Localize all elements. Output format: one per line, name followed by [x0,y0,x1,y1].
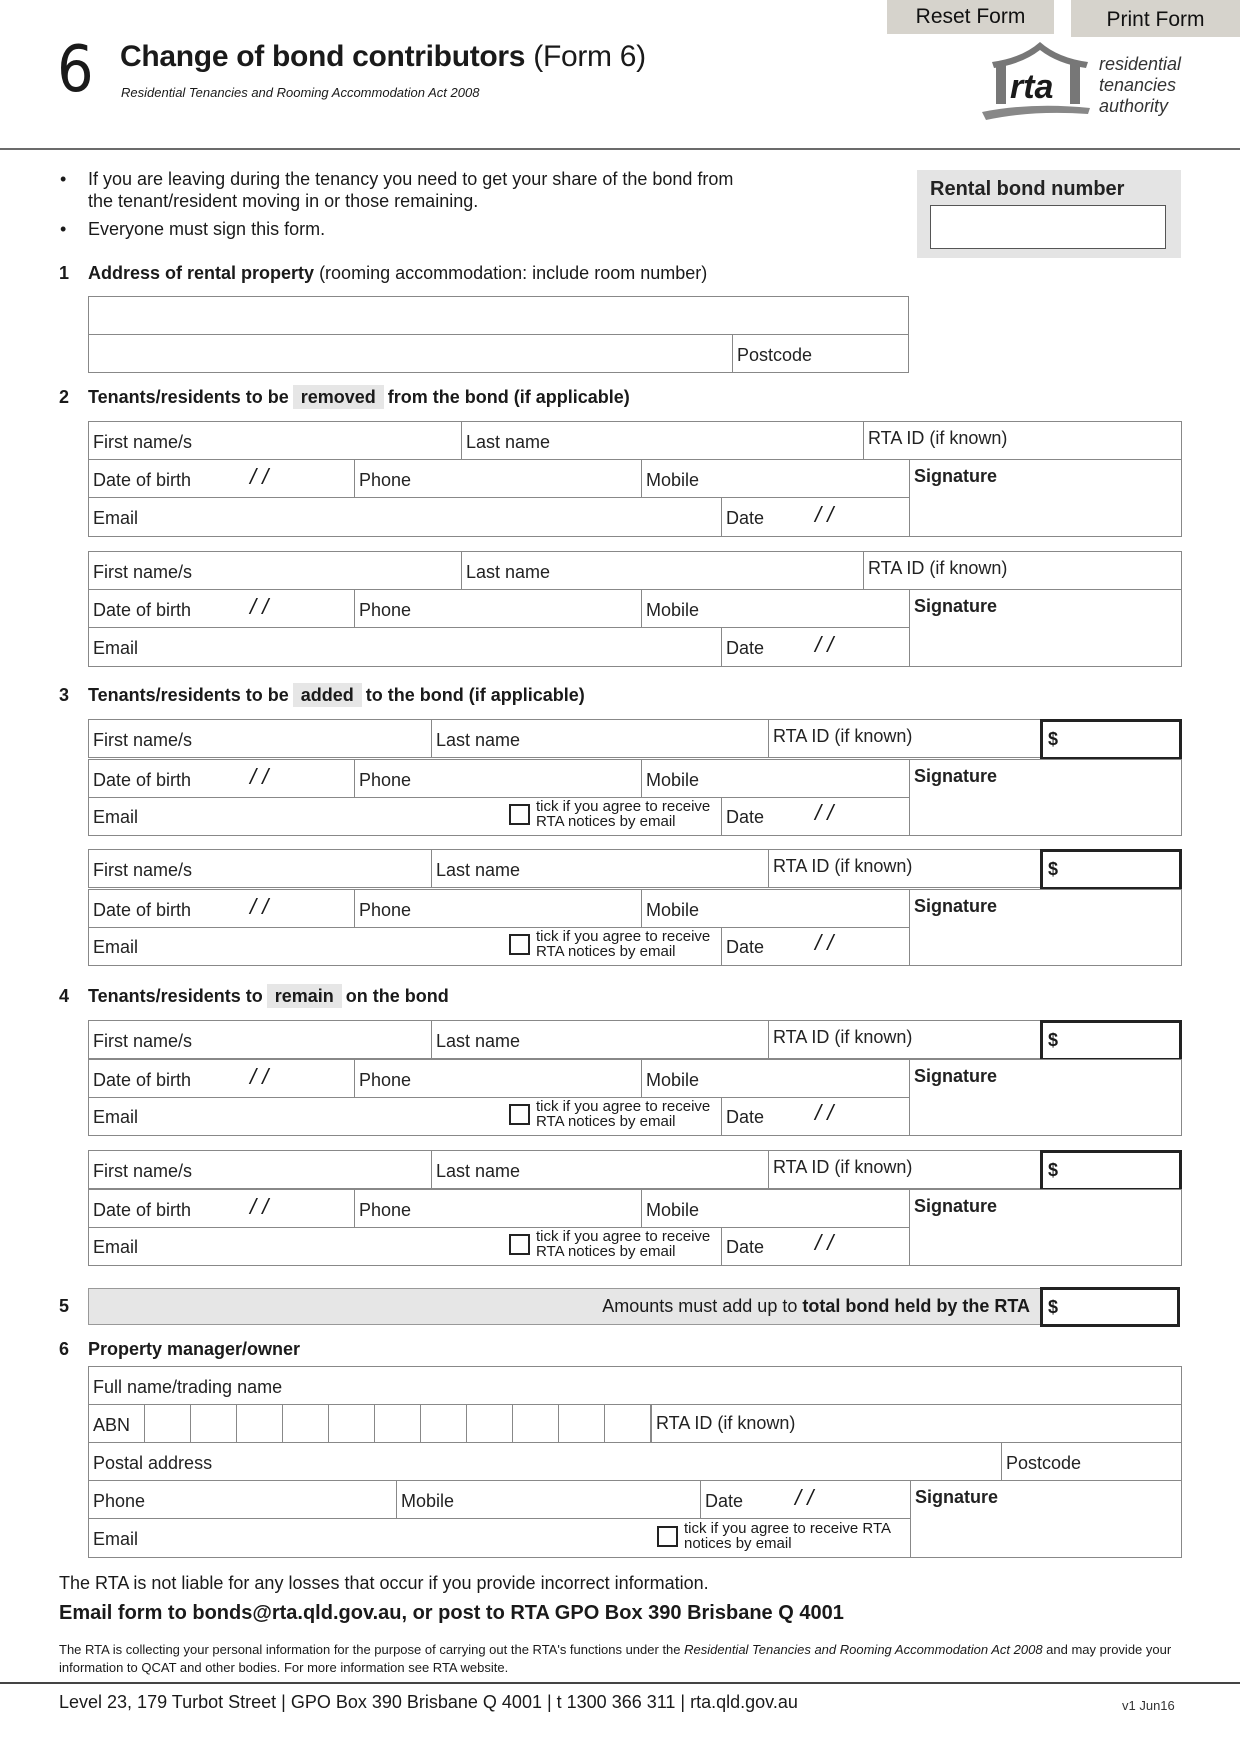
last-name-input[interactable]: Last name [431,719,769,758]
manager-email-input[interactable]: Email [88,1518,911,1558]
checkbox-icon[interactable] [509,1104,530,1125]
address-line-2-input[interactable] [88,334,733,373]
bond-amount-input[interactable]: $ [1040,719,1182,760]
date-input[interactable]: Date [721,1097,910,1136]
abn-digit-input[interactable] [604,1404,651,1443]
abn-digit-input[interactable] [420,1404,467,1443]
email-input[interactable]: Email [88,927,722,966]
email-notice-checkbox[interactable] [509,1099,710,1129]
signature-field[interactable]: Signature [909,759,1182,836]
abn-digit-boxes [144,1404,651,1443]
dob-slashes: / / [250,594,269,619]
section-title-end: to the bond (if applicable) [365,685,585,705]
date-of-birth-input[interactable]: Date of birth [88,889,355,928]
rta-id-input[interactable]: RTA ID (if known) [863,421,1182,460]
submission-instructions: Email form to bonds@rta.qld.gov.au, or post to RTA GPO Box 390 Brisbane Q 4001 [59,1602,844,1624]
bond-amount-input[interactable]: $ [1040,1150,1182,1191]
rta-logo-text [1099,54,1181,117]
mobile-input[interactable]: Mobile [641,759,910,798]
mobile-input[interactable]: Mobile [641,1059,910,1098]
manager-email-notice-checkbox[interactable] [657,1521,907,1551]
first-name-input[interactable]: First name/s [88,719,432,758]
abn-label: ABN [88,1404,145,1443]
last-name-input[interactable]: Last name [461,421,864,460]
first-name-input[interactable]: First name/s [88,1020,432,1059]
abn-digit-input[interactable] [328,1404,375,1443]
section-4-heading [59,986,449,1007]
mobile-input[interactable]: Mobile [641,889,910,928]
act-subtitle: Residential Tenancies and Rooming Accommodation Act 2008 [121,85,480,100]
manager-phone-input[interactable]: Phone [88,1480,397,1519]
dob-slashes: / / [250,1194,269,1219]
logo-line-3: authority [1099,96,1169,116]
first-name-input[interactable]: First name/s [88,1150,432,1189]
checkbox-icon[interactable] [657,1526,678,1547]
date-of-birth-input[interactable]: Date of birth [88,459,355,498]
section-highlight: removed [293,385,384,409]
abn-digit-input[interactable] [282,1404,329,1443]
date-slashes: / / [815,930,834,955]
date-of-birth-input[interactable]: Date of birth [88,1059,355,1098]
first-name-input[interactable]: First name/s [88,849,432,888]
date-slashes: / / [815,1100,834,1125]
signature-field[interactable]: Signature [909,1189,1182,1266]
section-number: 1 [59,263,70,283]
abn-digit-input[interactable] [512,1404,559,1443]
checkbox-icon[interactable] [509,934,530,955]
contact-address: Level 23, 179 Turbot Street | GPO Box 390 Brisbane Q 4001 | t 1300 366 311 | rta.qld.gov.au [59,1692,798,1712]
date-input[interactable]: Date [721,1227,910,1266]
phone-input[interactable]: Phone [354,1189,642,1228]
full-name-input[interactable]: Full name/trading name [88,1366,1182,1405]
dob-slashes: / / [250,894,269,919]
date-input[interactable]: Date [721,627,910,667]
rta-id-input[interactable]: RTA ID (if known) [768,849,1042,888]
checkbox-label: tick if you agree to receive RTA notices by email [536,928,711,960]
first-name-input[interactable]: First name/s [88,551,462,590]
checkbox-label: tick if you agree to receive RTA notices by email [536,1228,711,1260]
last-name-input[interactable]: Last name [461,551,864,590]
last-name-input[interactable]: Last name [431,1020,769,1059]
date-slashes: / / [815,502,834,527]
signature-field[interactable]: Signature [909,1059,1182,1136]
checkbox-label: tick if you agree to receive RTA notices by email [684,1520,891,1552]
section-highlight: remain [267,984,342,1008]
total-note: Amounts must add up to [602,1296,803,1316]
rental-bond-number-input[interactable] [930,205,1166,249]
rental-bond-number-panel [917,170,1181,258]
abn-digit-input[interactable] [144,1404,191,1443]
postal-address-input[interactable]: Postal address [88,1442,1002,1481]
checkbox-label: tick if you agree to receive RTA notices by email [536,1098,711,1130]
form-number: 6 [57,33,94,107]
phone-input[interactable]: Phone [354,759,642,798]
footer-divider [0,1682,1240,1684]
rta-logo-icon [982,40,1094,120]
section-number: 4 [59,986,70,1006]
address-postcode-input[interactable]: Postcode [732,334,909,373]
rta-id-input[interactable]: RTA ID (if known) [768,1150,1042,1189]
section-3-heading [59,685,585,706]
date-of-birth-input[interactable]: Date of birth [88,759,355,798]
abn-digit-input[interactable] [558,1404,605,1443]
manager-mobile-input[interactable]: Mobile [396,1480,701,1519]
section-number: 2 [59,387,70,407]
svg-text:rta: rta [1010,68,1054,106]
header-divider [0,148,1240,150]
date-slashes: / / [815,632,834,657]
section-title-end: from the bond (if applicable) [387,387,630,407]
abn-digit-input[interactable] [236,1404,283,1443]
total-bond-bar [88,1288,1041,1325]
intro-bullet-1: • If you are leaving during the tenancy you need to get your share of the bond from the tenant/resident moving in or those remaining. [88,168,748,212]
manager-rta-id-input[interactable]: RTA ID (if known) [651,1404,1182,1443]
mobile-input[interactable]: Mobile [641,1189,910,1228]
section-2-heading [59,387,630,408]
section-title: Tenants/residents to [88,986,263,1006]
section-title: Address of rental property [88,263,315,283]
rental-bond-number-label: Rental bond number [930,178,1125,200]
section-title: Property manager/owner [88,1339,301,1359]
rta-id-input[interactable]: RTA ID (if known) [768,1020,1042,1059]
title-bold: Change of bond contributors [120,40,526,73]
email-input[interactable]: Email [88,497,722,537]
rta-id-input[interactable]: RTA ID (if known) [863,551,1182,590]
signature-field[interactable]: Signature [909,589,1182,667]
version-label: v1 Jun16 [1122,1698,1175,1713]
disclaimer-text: The RTA is not liable for any losses that occur if you provide incorrect information. [59,1573,709,1593]
email-input[interactable]: Email [88,797,722,836]
date-of-birth-input[interactable]: Date of birth [88,589,355,628]
date-slashes: / / [795,1485,814,1510]
abn-digit-input[interactable] [374,1404,421,1443]
signature-field[interactable]: Signature [909,459,1182,537]
title-form-number: (Form 6) [533,40,646,73]
phone-input[interactable]: Phone [354,459,642,498]
section-title: Tenants/residents to be [88,387,289,407]
privacy-notice: The RTA is collecting your personal information for the purpose of carrying out the RTA's functions under the Residential Tenancies and Rooming Accommodation Act 2008 and may provide your information to QCAT and other bodies. For more information see RTA website. [59,1642,1172,1675]
dob-slashes: / / [250,464,269,489]
logo-line-1: residential [1099,54,1182,74]
mobile-input[interactable]: Mobile [641,459,910,498]
address-line-1-input[interactable] [88,296,909,335]
reset-form-button[interactable]: Reset Form [887,0,1054,34]
date-input[interactable]: Date [721,497,910,537]
section-title-end: on the bond [345,986,449,1006]
bond-amount-input[interactable]: $ [1040,1020,1182,1061]
checkbox-icon[interactable] [509,1234,530,1255]
email-notice-checkbox[interactable] [509,929,710,959]
section-1-heading [59,263,708,284]
mobile-input[interactable]: Mobile [641,589,910,628]
print-form-button[interactable]: Print Form [1071,0,1240,37]
checkbox-icon[interactable] [509,804,530,825]
date-input[interactable]: Date [721,797,910,836]
intro-bullet-2: • Everyone must sign this form. [88,218,748,240]
phone-input[interactable]: Phone [354,589,642,628]
manager-signature-field[interactable]: Signature [910,1480,1182,1558]
section-title: Tenants/residents to be [88,685,289,705]
last-name-input[interactable]: Last name [431,849,769,888]
section-highlight: added [293,683,362,707]
email-input[interactable]: Email [88,627,722,667]
total-bond-input[interactable]: $ [1040,1287,1180,1327]
email-notice-checkbox[interactable] [509,799,710,829]
total-note-bold: total bond held by the RTA [802,1296,1030,1316]
abn-digit-input[interactable] [466,1404,513,1443]
date-slashes: / / [815,1230,834,1255]
abn-digit-input[interactable] [190,1404,237,1443]
signature-field[interactable]: Signature [909,889,1182,966]
dob-slashes: / / [250,764,269,789]
checkbox-label: tick if you agree to receive RTA notices by email [536,798,711,830]
phone-input[interactable]: Phone [354,1059,642,1098]
email-input[interactable]: Email [88,1097,722,1136]
section-number: 6 [59,1339,70,1359]
last-name-input[interactable]: Last name [431,1150,769,1189]
date-of-birth-input[interactable]: Date of birth [88,1189,355,1228]
date-slashes: / / [815,800,834,825]
rta-id-input[interactable]: RTA ID (if known) [768,719,1042,758]
bond-amount-input[interactable]: $ [1040,849,1182,890]
email-notice-checkbox[interactable] [509,1229,710,1259]
section-number: 3 [59,685,70,705]
phone-input[interactable]: Phone [354,889,642,928]
date-input[interactable]: Date [721,927,910,966]
logo-line-2: tenancies [1099,75,1177,95]
manager-postcode-input[interactable]: Postcode [1001,1442,1182,1481]
manager-date-input[interactable]: Date [700,1480,911,1519]
page-title [120,40,646,74]
email-input[interactable]: Email [88,1227,722,1266]
dob-slashes: / / [250,1064,269,1089]
first-name-input[interactable]: First name/s [88,421,462,460]
section-6-heading [59,1339,301,1360]
section-note: (rooming accommodation: include room number) [319,263,708,283]
